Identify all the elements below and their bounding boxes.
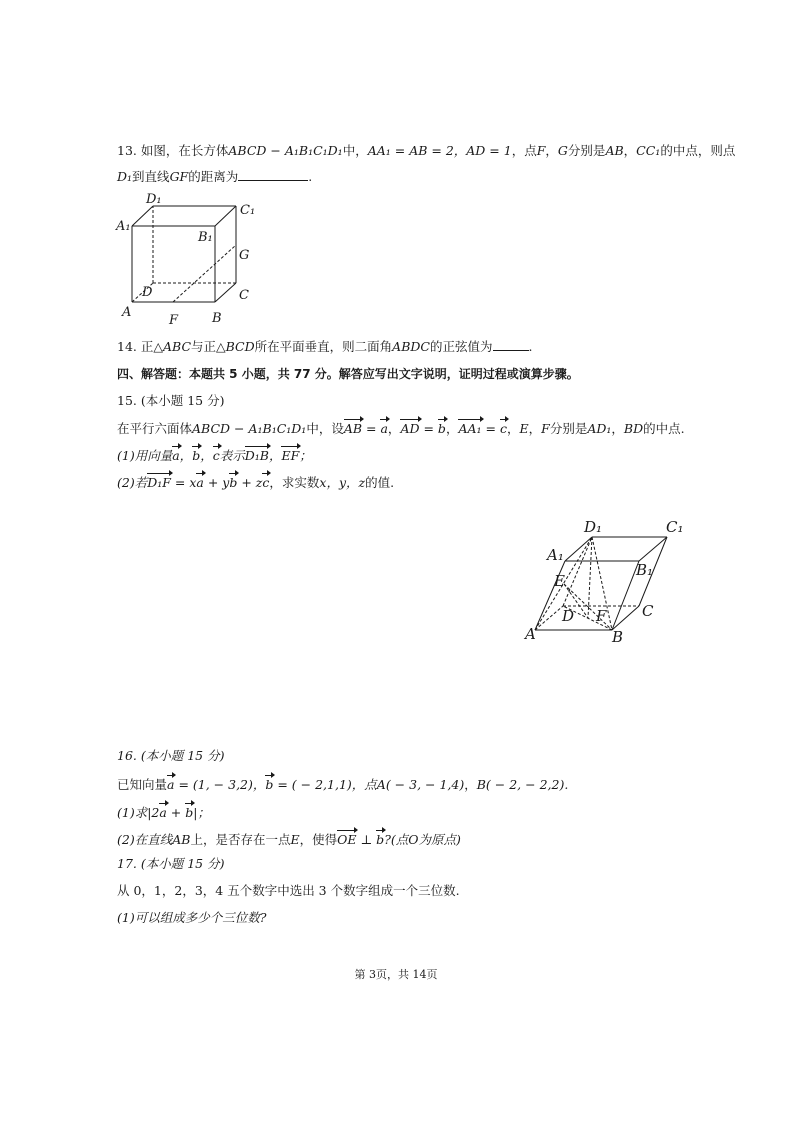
label-d1: D₁ <box>584 518 603 536</box>
q16-p2-vec-oe: OE <box>337 832 357 847</box>
q13-d1: D₁ <box>117 169 133 184</box>
q13-ab: AB <box>605 143 624 158</box>
q16-p2-c: ，使得 <box>299 832 338 847</box>
q15-l1-e: 的中点. <box>643 421 685 436</box>
q13-sep2: ， <box>623 143 637 158</box>
q13-f: F <box>536 143 546 158</box>
q16-p2-e: E <box>290 832 300 847</box>
q16-p2-o: O <box>408 832 419 847</box>
q15-sep4: ， <box>611 421 624 436</box>
edge-d1-a1 <box>132 206 153 226</box>
label-f: F <box>169 313 179 328</box>
q16-header: 16. (本小题 15 分) <box>117 748 225 763</box>
label-a1: A₁ <box>547 546 564 564</box>
q15-p1-b: 表示 <box>219 448 245 463</box>
q16-p1-a: (1)求|2 <box>117 805 160 820</box>
q15-vec-aa1: AA₁ <box>458 421 482 436</box>
q15-sep3: ， <box>528 421 542 436</box>
q15-e: E <box>519 421 529 436</box>
q13-number: 13. <box>117 143 137 158</box>
label-c: C <box>239 288 249 303</box>
q13-line-1 <box>117 143 735 159</box>
q16-p2-b: 上，是否存在一点 <box>190 832 291 847</box>
q13-text-f: 到直线 <box>132 169 170 184</box>
q16-eq2: = ( − 2,1,1)，点 <box>273 777 377 792</box>
label-a1: A₁ <box>116 219 131 234</box>
q16-l1-a: 已知向量 <box>117 777 168 792</box>
q15-eq3: = <box>481 421 500 436</box>
q15-eq1: = <box>362 421 381 436</box>
label-d: D <box>142 285 153 300</box>
q15-l1-d: 分别是 <box>549 421 588 436</box>
edge-d1-a1 <box>565 537 592 561</box>
q15-solid: ABCD − A₁B₁C₁D₁ <box>192 421 307 436</box>
page-footer: 第 3页，共 14页 <box>354 968 438 981</box>
q13-text-e: 的中点，则点 <box>660 143 736 158</box>
q13-line-2 <box>117 169 312 185</box>
label-c: C <box>642 602 654 620</box>
hidden-edge-d-d1 <box>563 537 592 606</box>
q16-p1-vec-b: b <box>185 805 194 820</box>
edge-b-c <box>215 283 236 302</box>
q15-l1-a: 在平行六面体 <box>117 421 193 436</box>
q17-line-1: 从 0，1，2，3，4 五个数字中选出 3 个数字组成一个三位数. <box>117 883 460 898</box>
q15-p1-vec-d1b: D₁B <box>244 448 269 463</box>
q15-p1-s2: ， <box>200 448 213 463</box>
q14-text-d: 的正弦值为 <box>429 339 493 354</box>
q16-p1-end: |； <box>193 805 210 820</box>
q15-p2-vec-a: a <box>196 475 204 490</box>
label-d: D <box>562 607 575 625</box>
q17-part-1: (1)可以组成多少个三位数? <box>117 910 267 925</box>
q13-answer-blank <box>238 179 308 181</box>
q13-gf: GF <box>169 169 189 184</box>
edge-b-b1 <box>612 561 639 630</box>
q15-p2-vec-d1f: D₁F <box>147 475 171 490</box>
q14-text-c: 所在平面垂直，则二面角 <box>254 339 393 354</box>
q13-sep1: ， <box>545 143 558 158</box>
q15-sep2: ， <box>445 421 459 436</box>
q13-given: AA₁ = AB = 2，AD = 1 <box>367 143 512 158</box>
q15-vec-a: a <box>380 421 388 436</box>
q16-p2-e2: 为原点) <box>418 832 461 847</box>
q15-vec-ab: AB <box>343 421 363 436</box>
q15-p2-b: ，求实数 <box>269 475 320 490</box>
q16-eq1: = (1, − 3,2)， <box>174 777 266 792</box>
q15-f: F <box>541 421 550 436</box>
label-b1: B₁ <box>636 561 654 579</box>
q16-part-2 <box>117 830 461 848</box>
q15-p2-eq: = x <box>170 475 197 490</box>
q13-text-a: 如图，在长方体 <box>140 143 229 158</box>
q14-text-a: 正△ <box>140 339 163 354</box>
q15-p1-vec-b: b <box>192 448 201 463</box>
q13-end: . <box>308 169 313 184</box>
q13-g: G <box>557 143 568 158</box>
q13-text-d: 分别是 <box>567 143 606 158</box>
q15-header: 15. (本小题 15 分) <box>117 393 225 408</box>
q15-p2-vars: x，y，z <box>319 475 366 490</box>
q16-l1-b: ， <box>464 777 477 792</box>
label-a: A <box>122 305 132 320</box>
q16-p2-a: (2)在直线 <box>117 832 173 847</box>
q15-bd: BD <box>623 421 644 436</box>
q15-p2-plus1: + y <box>203 475 230 490</box>
hidden-edge-a-d <box>535 606 563 630</box>
segment-f-g <box>173 245 236 302</box>
q14-bcd: BCD <box>225 339 255 354</box>
label-g: G <box>239 248 250 263</box>
q15-vec-ad: AD <box>400 421 420 436</box>
q15-p2-a: (2)若 <box>117 475 148 490</box>
q15-line-1 <box>117 419 685 437</box>
q16-p2-d: ?(点 <box>384 832 409 847</box>
edge-b-c <box>612 606 639 630</box>
q15-vec-c: c <box>499 421 507 436</box>
q16-p1-vec-a: a <box>159 805 167 820</box>
q13-cuboid-figure <box>112 192 272 332</box>
q16-p2-ab: AB <box>172 832 191 847</box>
label-e: E <box>554 572 565 590</box>
q16-p1-plus: + <box>166 805 186 820</box>
q15-p1-s1: ， <box>179 448 193 463</box>
q16-point-b: B( − 2, − 2,2). <box>476 777 569 792</box>
q15-part-1 <box>117 446 312 464</box>
q15-p2-vec-b: b <box>229 475 238 490</box>
q13-solid: ABCD − A₁B₁C₁D₁ <box>228 143 343 158</box>
q15-sep1: ， <box>387 421 401 436</box>
label-a: A <box>525 625 536 643</box>
edge-b1-c1 <box>215 206 236 226</box>
q15-p2-plus2: + z <box>237 475 263 490</box>
q14-answer-blank <box>493 349 529 351</box>
q13-text-b: 中， <box>342 143 368 158</box>
edge-b1-c1 <box>639 537 667 561</box>
section-4-heading: 四、解答题：本题共 5 小题，共 77 分。解答应写出文字说明，证明过程或演算步骤。 <box>117 367 579 381</box>
q15-p1-vec-a: a <box>172 448 180 463</box>
q14-number: 14. <box>117 339 137 354</box>
q15-ad1: AD₁ <box>587 421 612 436</box>
q15-p1-vec-ef: EF <box>281 448 300 463</box>
label-b: B <box>612 628 624 646</box>
q15-p1-s3: ， <box>268 448 282 463</box>
label-c1: C₁ <box>666 518 684 536</box>
q14-end: . <box>528 339 533 354</box>
q15-l1-b: 中，设 <box>306 421 344 436</box>
q15-p1-vec-c: c <box>212 448 220 463</box>
label-b1: B₁ <box>198 230 213 245</box>
q16-p2-perp: ⊥ <box>356 832 377 847</box>
q13-text-g: 的距离为 <box>188 169 239 184</box>
q14-abc: ABC <box>163 339 192 354</box>
q16-vec-b: b <box>265 777 274 792</box>
q15-l1-c: ， <box>506 421 520 436</box>
q15-parallelepiped-figure <box>520 518 695 648</box>
label-f: F <box>596 607 607 625</box>
q15-p1-end: ； <box>299 448 312 463</box>
q16-line-1 <box>117 775 568 793</box>
label-b: B <box>212 311 222 326</box>
q16-part-1 <box>117 803 210 821</box>
q16-point-a: A( − 3, − 1,4) <box>376 777 465 792</box>
q15-p2-vec-c: c <box>262 475 270 490</box>
q14-text-b: 与正△ <box>191 339 226 354</box>
q16-p2-vec-b: b <box>376 832 385 847</box>
q15-vec-b: b <box>437 421 446 436</box>
q14-abdc: ABDC <box>392 339 430 354</box>
q15-part-2 <box>117 473 394 491</box>
q17-header: 17. (本小题 15 分) <box>117 856 225 871</box>
q15-p1-a: (1)用向量 <box>117 448 173 463</box>
label-d1: D₁ <box>146 192 162 207</box>
label-c1: C₁ <box>240 203 256 218</box>
q15-p2-c: 的值. <box>365 475 395 490</box>
q13-text-c: ，点 <box>511 143 537 158</box>
q13-cc1: CC₁ <box>636 143 661 158</box>
q16-vec-a: a <box>167 777 175 792</box>
q14-line <box>117 339 532 355</box>
q15-eq2: = <box>419 421 438 436</box>
